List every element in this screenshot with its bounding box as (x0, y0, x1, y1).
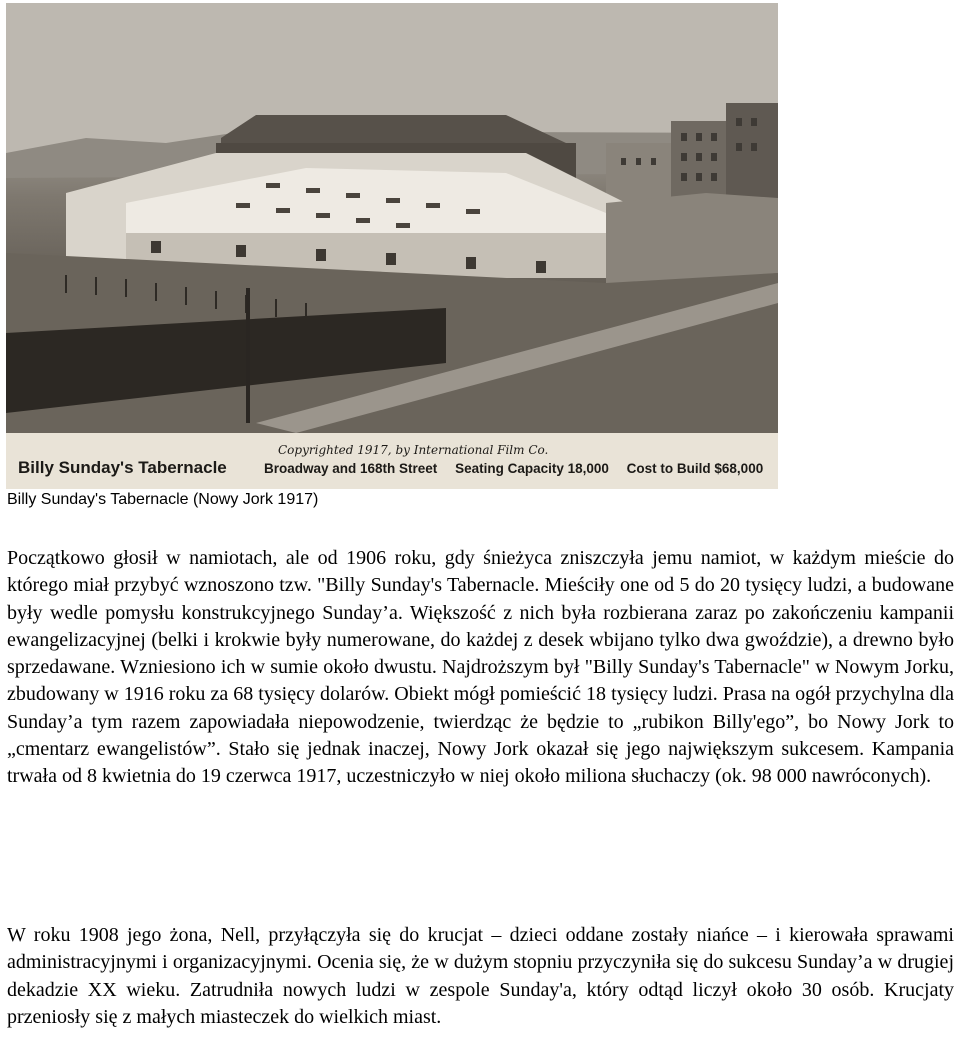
photo-cost: Cost to Build $68,000 (626, 461, 764, 476)
photo-caption-title: Billy Sunday's Tabernacle (18, 458, 227, 477)
paragraph-tabernacles: Początkowo głosił w namiotach, ale od 1906 roku, gdy śnieżyca zniszczyła jemu namiot, w każdym mieście do którego miał przybyć wznoszono tzw. "Billy Sunday's Tabernacle. Mieściły one od 5 do 20 tysięcy ludzi, a budowane były wedle pomysłu konstrukcyjnego Sunday’a. Większość z nich była rozbierana zaraz po zakończeniu kampanii ewangelizacyjnej (belki i krokwie były numerowane, do każdej z desek wbijano tylko dwa gwoździe), a drewno było sprzedawane. Wzniesiono ich w sumie około dwustu. Najdroższym był "Billy Sunday's Tabernacle" w Nowym Jorku, zbudowany w 1916 roku za 68 tysięcy dolarów. Obiekt mógł pomieścić 18 tysięcy ludzi. Prasa na ogół przychylna dla Sunday’a tym razem zapowiadała niepowodzenie, twierdząc że będzie to „rubikon Billy'ego”, bo Nowy Jork to „cmentarz ewangelistów”. Stało się jednak inaczej, Nowy Jork okazał się jego największym sukcesem. Kampania trwała od 8 kwietnia do 19 czerwca 1917, uczestniczyło w niej około miliona słuchaczy (ok. 98 000 nawróconych). (7, 547, 954, 788)
photo-copyright: Copyrighted 1917, by International Film Co. (278, 443, 549, 457)
tabernacle-photo (6, 3, 778, 489)
photo-location: Broadway and 168th Street (264, 461, 438, 476)
photo-capacity: Seating Capacity 18,000 (455, 461, 609, 476)
photo-details (264, 461, 777, 476)
image-caption: Billy Sunday's Tabernacle (Nowy Jork 1917) (7, 491, 319, 508)
paragraph-nell: W roku 1908 jego żona, Nell, przyłączyła się do krucjat – dzieci oddane zostały niańce – i kierowała sprawami administracyjnymi i organizacyjnymi. Ocenia się, że w dużym stopniu przyczyniła się do sukcesu Sunday’a w drugiej dekadzie XX wieku. Zatrudniła nowych ludzi w zespole Sunday'a, który odtąd liczył około 30 osób. Krucjaty przeniosły się z małych miasteczek do wielkich miast. (7, 924, 954, 1028)
photo-illustration (6, 3, 778, 489)
